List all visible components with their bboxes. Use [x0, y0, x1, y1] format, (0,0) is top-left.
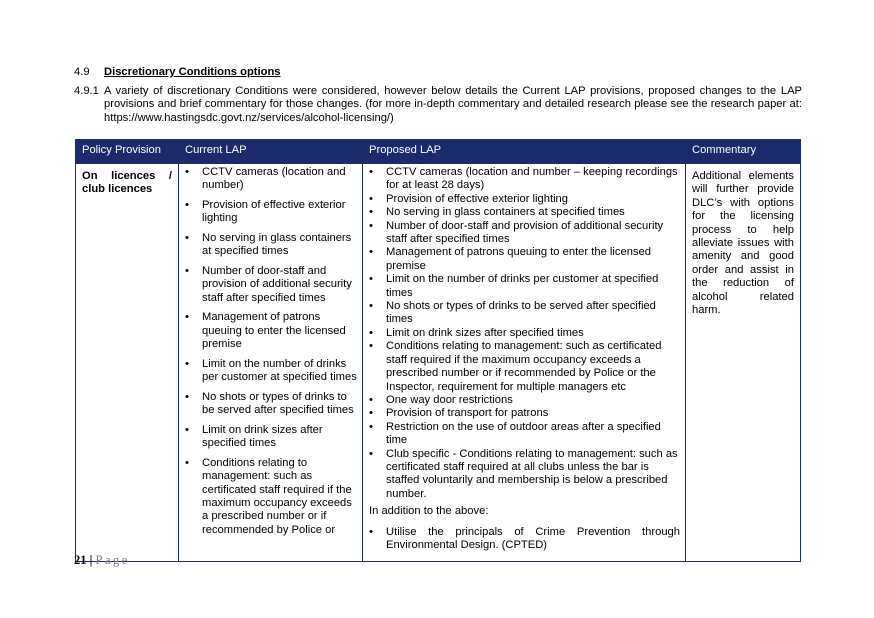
- current-lap-list: [179, 166, 362, 537]
- policy-provision-cell: [76, 164, 179, 562]
- proposed-addition-list: [363, 526, 685, 553]
- list-item: • Provision of effective exterior lighting: [363, 193, 685, 206]
- list-item: • Management of patrons queuing to enter the licensed premise: [363, 246, 685, 273]
- list-item: • No serving in glass containers at specified times: [179, 232, 362, 259]
- list-item: • CCTV cameras (location and number): [179, 166, 362, 193]
- list-item: • Utilise the principals of Crime Prevention through Environmental Design. (CPTED): [363, 526, 685, 553]
- page-separator: |: [89, 553, 93, 567]
- list-item: • Limit on the number of drinks per customer at specified times: [179, 358, 362, 385]
- list-item: • Limit on the number of drinks per customer at specified times: [363, 273, 685, 300]
- current-lap-cell: [179, 164, 363, 562]
- section-title: Discretionary Conditions options: [104, 66, 281, 78]
- proposed-lap-cell: [363, 164, 686, 562]
- list-item: • Number of door-staff and provision of additional security staff after specified times: [363, 220, 685, 247]
- page-footer: [74, 553, 130, 568]
- list-item: • Number of door-staff and provision of additional security staff after specified times: [179, 265, 362, 305]
- page-word: Page: [95, 553, 130, 567]
- section-heading: [74, 66, 281, 79]
- commentary-cell: Additional elements will further provide DLC’s with options for the licensing process to help alleviate issues with amenity and good order and assist in the reduction of alcohol related harm.: [686, 164, 801, 562]
- list-item: • No shots or types of drinks to be served after specified times: [179, 391, 362, 418]
- header-policy-provision: Policy Provision: [76, 140, 179, 164]
- list-item: • Restriction on the use of outdoor areas after a specified time: [363, 421, 685, 448]
- list-item: • Conditions relating to management: such as certificated staff required if the maximum occupancy exceeds a prescribed number or if recommended by Police or the Inspector, requirement for multiple managers etc: [363, 340, 685, 394]
- proposed-lap-list: [363, 166, 685, 501]
- list-item: • Club specific - Conditions relating to management: such as certificated staff required at all clubs unless the bar is staffed voluntarily and membership is below a prescribed number.: [363, 448, 685, 502]
- intro-paragraph: [74, 85, 802, 125]
- header-proposed-lap: Proposed LAP: [363, 140, 686, 164]
- intro-number: 4.9.1: [74, 85, 99, 97]
- list-item: • CCTV cameras (location and number – keeping recordings for at least 28 days): [363, 166, 685, 193]
- list-item: • Limit on drink sizes after specified times: [179, 424, 362, 451]
- list-item: • Limit on drink sizes after specified times: [363, 327, 685, 340]
- page-number: 21: [74, 553, 87, 567]
- table-row: [76, 164, 801, 562]
- policy-line: club licences: [82, 183, 153, 196]
- list-item: • Provision of effective exterior lighting: [179, 199, 362, 226]
- proposed-addition-intro: In addition to the above:: [369, 505, 489, 518]
- list-item: • One way door restrictions: [363, 394, 685, 407]
- policy-word: /: [168, 170, 172, 182]
- conditions-table: [75, 139, 801, 562]
- policy-word: On: [82, 170, 98, 182]
- list-item: • Management of patrons queuing to enter the licensed premise: [179, 311, 362, 351]
- policy-word: licences: [111, 170, 156, 182]
- list-item: • Conditions relating to management: such as certificated staff required if the maximum occupancy exceeds a prescribed number or if recommended by Police or: [179, 457, 362, 537]
- list-item: • Provision of transport for patrons: [363, 407, 685, 420]
- list-item: • No shots or types of drinks to be served after specified times: [363, 300, 685, 327]
- intro-text: A variety of discretionary Conditions were considered, however below details the Current LAP provisions, proposed changes to the LAP provisions and brief commentary for those changes. (for more in-depth commentary and detailed research please see the research paper at: https://www.hastingsdc.govt.nz/services/alcohol-licensing/): [104, 85, 802, 124]
- header-commentary: Commentary: [686, 140, 801, 164]
- list-item: • No serving in glass containers at specified times: [363, 206, 685, 219]
- section-number: 4.9: [74, 66, 90, 78]
- header-current-lap: Current LAP: [179, 140, 363, 164]
- table-header-row: [76, 140, 801, 164]
